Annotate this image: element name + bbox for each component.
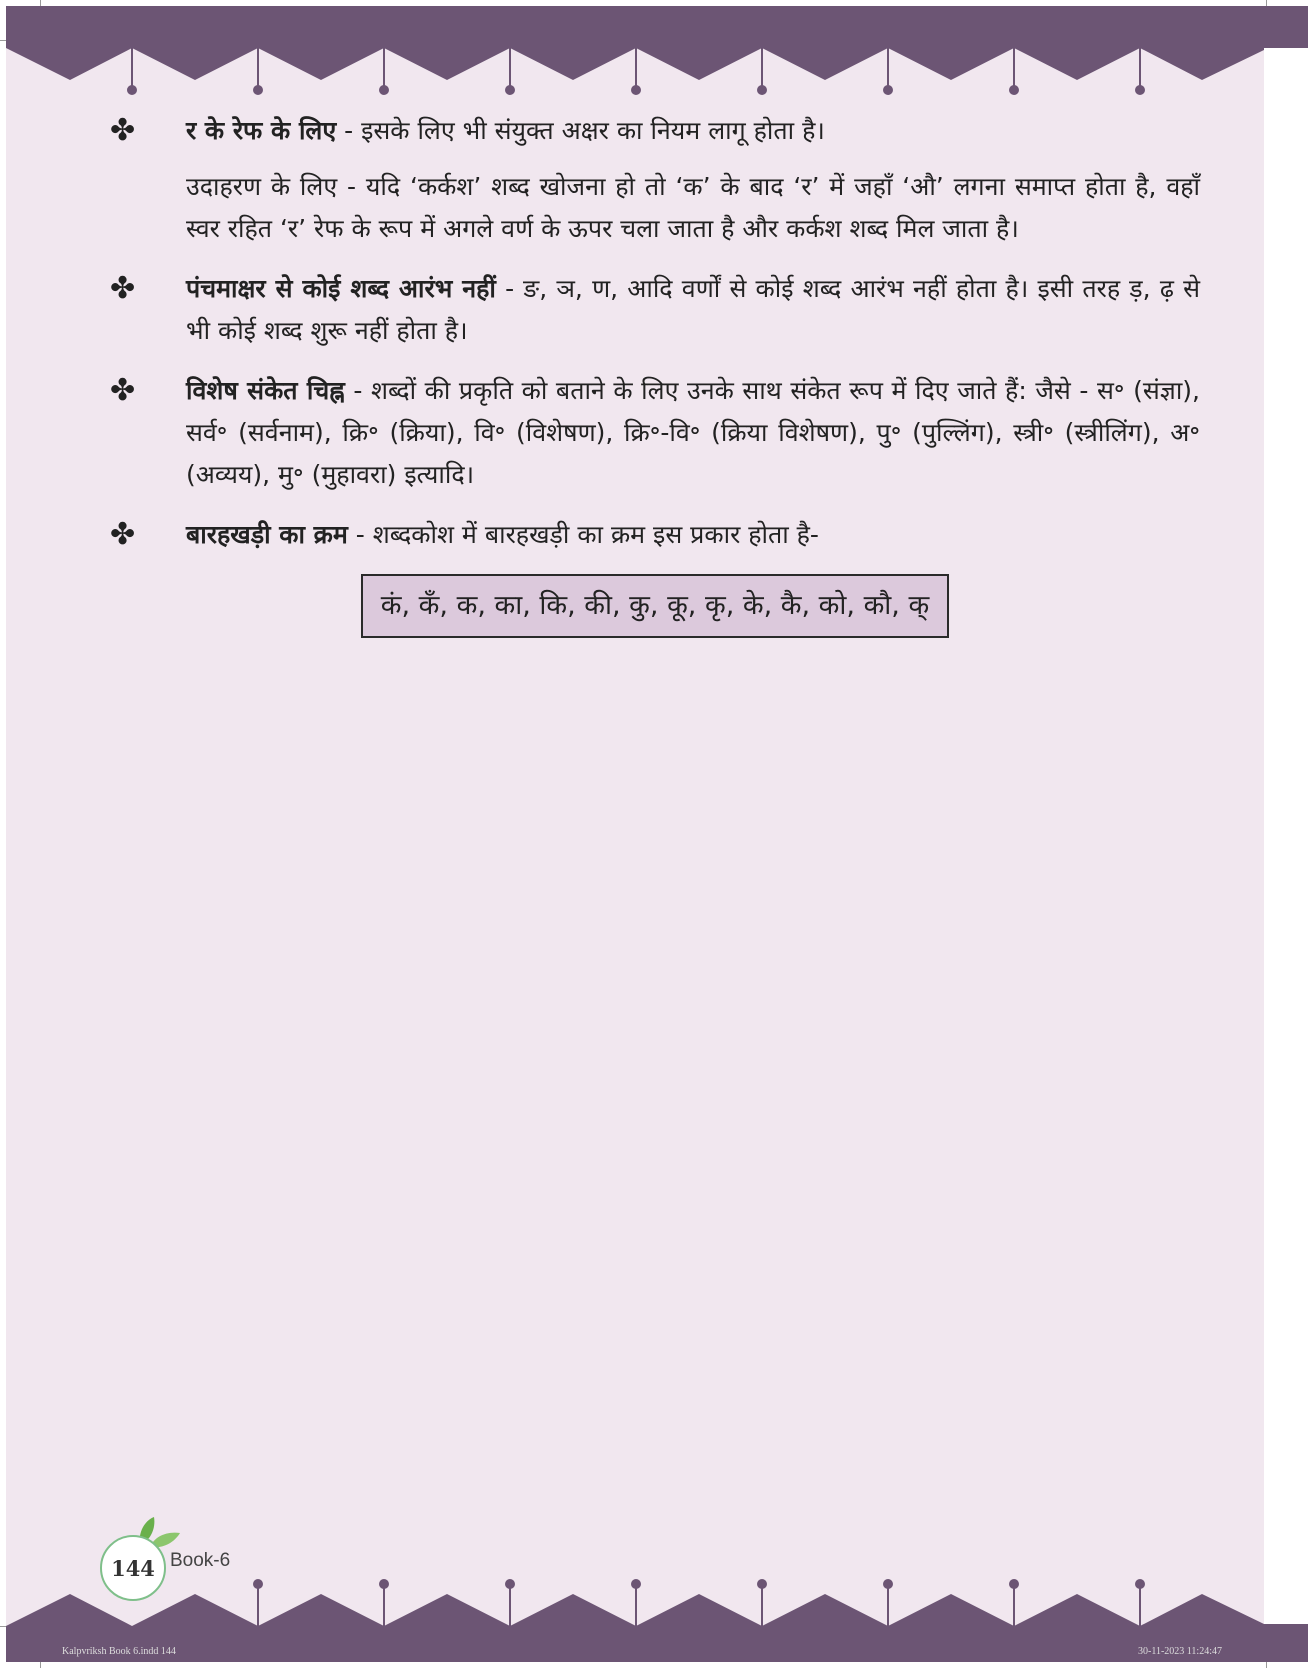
item-example: उदाहरण के लिए - यदि ‘कर्कश’ शब्द खोजना हो तो ‘क’ के बाद ‘र’ में जहाँ ‘औ’ लगना समाप्त होता है, वहाँ स्वर रहित ‘र’ रेफ के रूप में अगले वर्ण के ऊपर चला जाता है और कर्कश शब्द मिल जाता है। — [186, 172, 1200, 243]
page-number: 144 — [100, 1535, 166, 1601]
flower-bullet-icon: ✤ — [110, 113, 136, 148]
main-content — [110, 110, 1200, 638]
item-heading: विशेष संकेत चिह्न — [186, 376, 345, 405]
item-text — [186, 514, 1200, 556]
flower-bullet-icon: ✤ — [110, 517, 136, 552]
list-item — [110, 110, 1200, 250]
list-item — [110, 514, 1200, 556]
item-heading: पंचमाक्षर से कोई शब्द आरंभ नहीं — [186, 274, 496, 303]
top-border-decoration — [0, 0, 1308, 100]
print-slug-date: 30-11-2023 11:24:47 — [1138, 1646, 1222, 1657]
book-label: Book-6 — [170, 1550, 231, 1571]
barahkhadi-box-wrapper — [110, 574, 1200, 638]
print-slug-file: Kalpvriksh Book 6.indd 144 — [62, 1646, 176, 1657]
item-heading: र के रेफ के लिए — [186, 116, 337, 145]
flower-bullet-icon: ✤ — [110, 271, 136, 306]
barahkhadi-box: कं, कँ, क, का, कि, की, कु, कू, कृ, के, कै, को, कौ, क् — [361, 574, 949, 638]
item-body: - शब्दकोश में बारहखड़ी का क्रम इस प्रकार होता है- — [347, 520, 819, 549]
item-body: - इसके लिए भी संयुक्त अक्षर का नियम लागू होता है। — [336, 116, 825, 145]
bottom-border-decoration — [0, 1568, 1308, 1668]
item-body: - ङ, ञ, ण, आदि वर्णों से कोई शब्द आरंभ नहीं होता है। इसी तरह ड़, ढ़ से भी कोई शब्द शुरू नहीं होता है। — [186, 274, 1200, 345]
item-text — [186, 110, 1200, 152]
list-item — [110, 268, 1200, 352]
item-body: - शब्दों की प्रकृति को बताने के लिए उनके साथ संकेत रूप में दिए जाते हैं: जैसे - स॰ (संज्ञा), सर्व॰ (सर्वनाम), क्रि॰ (क्रिया), वि॰ (विशेषण), क्रि॰-वि॰ (क्रिया विशेषण), पु॰ (पुल्लिंग), स्त्री॰ (स्त्रीलिंग), अ॰ (अव्यय), मु॰ (मुहावरा) इत्यादि। — [186, 376, 1200, 489]
item-text — [186, 370, 1200, 496]
list-item — [110, 370, 1200, 496]
flower-bullet-icon: ✤ — [110, 373, 136, 408]
item-text — [186, 268, 1200, 352]
item-heading: बारहखड़ी का क्रम — [186, 520, 348, 549]
